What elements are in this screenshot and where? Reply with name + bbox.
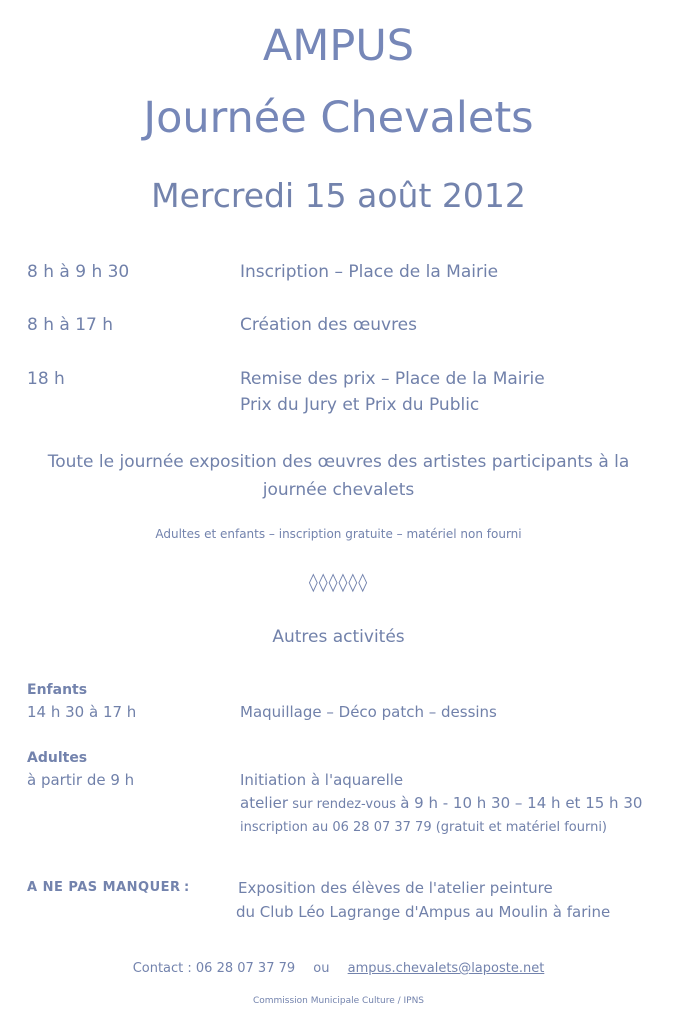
dont-miss-colon: : xyxy=(184,880,190,895)
contact-email-link[interactable]: ampus.chevalets@laposte.net xyxy=(347,961,545,976)
dont-miss-line-2: du Club Léo Lagrange d'Ampus au Moulin à farine xyxy=(236,903,611,921)
schedule-time-registration: 8 h à 9 h 30 xyxy=(27,262,130,282)
schedule-desc-awards-prizes: Prix du Jury et Prix du Public xyxy=(240,395,480,415)
schedule-desc-awards: Remise des prix – Place de la Mairie xyxy=(240,369,545,389)
children-activities: Maquillage – Déco patch – dessins xyxy=(240,703,497,721)
adults-registration: inscription au 06 28 07 37 79 (gratuit et matériel fourni) xyxy=(240,820,607,835)
footer-credit: Commission Municipale Culture / IPNS xyxy=(252,996,425,1006)
contact-line xyxy=(0,958,677,980)
workshop-prefix: atelier xyxy=(240,794,289,812)
schedule-time-creation: 8 h à 17 h xyxy=(27,315,114,335)
contact-separator: ou xyxy=(313,961,330,976)
schedule-desc-creation: Création des œuvres xyxy=(240,315,417,335)
diamond-separator: ◊◊◊◊◊◊ xyxy=(308,572,369,593)
exhibition-line-1: Toute le journée exposition des œuvres des artistes participants à la xyxy=(47,452,630,472)
event-title: Journée Chevalets xyxy=(143,93,534,143)
dont-miss-label: A NE PAS MANQUER xyxy=(27,880,181,895)
schedule-time-awards: 18 h xyxy=(27,369,65,389)
children-label: Enfants xyxy=(27,682,88,698)
adults-watercolor: Initiation à l'aquarelle xyxy=(240,771,404,789)
town-title: AMPUS xyxy=(262,21,415,71)
workshop-times: à 9 h - 10 h 30 – 14 h et 15 h 30 xyxy=(400,794,643,812)
adults-time: à partir de 9 h xyxy=(27,771,135,789)
other-activities-title: Autres activités xyxy=(272,627,405,647)
children-time: 14 h 30 à 17 h xyxy=(27,703,137,721)
event-date: Mercredi 15 août 2012 xyxy=(151,176,526,215)
dont-miss-line-1: Exposition des élèves de l'atelier peinture xyxy=(238,879,553,897)
schedule-desc-registration: Inscription – Place de la Mairie xyxy=(240,262,499,282)
adults-label: Adultes xyxy=(27,750,88,766)
contact-phone: Contact : 06 28 07 37 79 xyxy=(132,961,296,976)
exhibition-text xyxy=(0,448,677,504)
participation-notice: Adultes et enfants – inscription gratuite – matériel non fourni xyxy=(155,527,522,541)
workshop-appointment: sur rendez-vous xyxy=(292,797,397,812)
exhibition-line-2: journée chevalets xyxy=(262,480,415,500)
adults-workshop-times xyxy=(240,792,642,816)
